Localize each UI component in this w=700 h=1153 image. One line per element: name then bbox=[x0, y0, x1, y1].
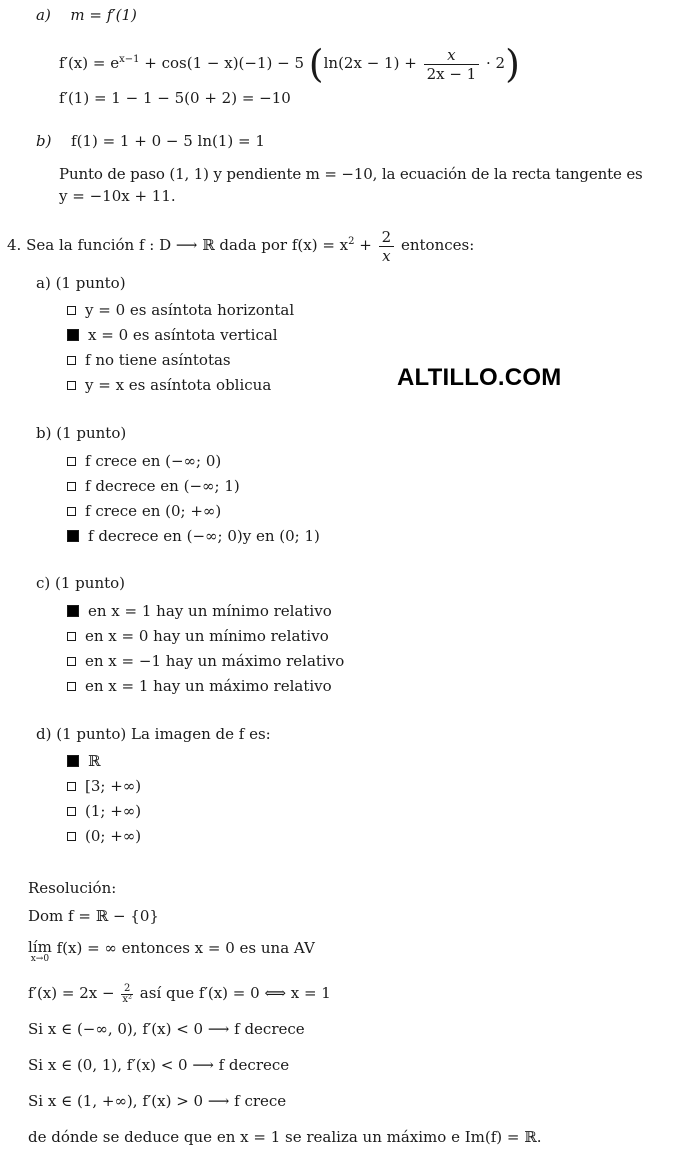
option-item[interactable] bbox=[67, 751, 100, 771]
empty-box-icon[interactable] bbox=[67, 832, 76, 841]
watermark: ALTILLO.COM bbox=[397, 364, 562, 391]
tangent-text-2: y = −10x + 11. bbox=[59, 187, 176, 205]
part-b-line bbox=[36, 131, 265, 151]
checked-box-icon[interactable] bbox=[67, 605, 79, 617]
question-d-header: d) (1 punto) La imagen de f es: bbox=[36, 725, 271, 743]
option-label: y = x es asíntota oblicua bbox=[85, 376, 272, 394]
option-item[interactable] bbox=[67, 826, 141, 846]
deriv-inner-right: · 2 bbox=[486, 54, 506, 72]
option-label: y = 0 es asíntota horizontal bbox=[85, 301, 295, 319]
tangent-text-1: Punto de paso (1, 1) y pendiente m = −10, la ecuación de la recta tangente es bbox=[59, 165, 643, 183]
empty-box-icon[interactable] bbox=[67, 632, 76, 641]
option-label: (1; +∞) bbox=[85, 802, 142, 820]
resolution-case-2: Si x ∈ (0, 1), f′(x) < 0 ⟶ f decrece bbox=[28, 1056, 290, 1074]
empty-box-icon[interactable] bbox=[67, 457, 76, 466]
option-item[interactable] bbox=[67, 776, 141, 796]
option-label: f crece en (−∞; 0) bbox=[85, 452, 222, 470]
option-label: x = 0 es asíntota vertical bbox=[88, 326, 278, 344]
question-b-header: b) (1 punto) bbox=[36, 424, 127, 442]
part-b-label: b) bbox=[36, 132, 52, 150]
option-item[interactable] bbox=[67, 626, 329, 646]
intro-right: entonces: bbox=[400, 236, 475, 254]
part-a-line bbox=[36, 5, 137, 25]
checked-box-icon[interactable] bbox=[67, 329, 79, 341]
empty-box-icon[interactable] bbox=[67, 657, 76, 666]
empty-box-icon[interactable] bbox=[67, 381, 76, 390]
option-item[interactable] bbox=[67, 451, 221, 471]
option-label: ℝ bbox=[88, 752, 101, 770]
option-item[interactable] bbox=[67, 325, 278, 345]
question-c-header: c) (1 punto) bbox=[36, 574, 126, 592]
intro-frac-num: 2 bbox=[379, 228, 395, 247]
left-paren: ( bbox=[308, 42, 324, 86]
res-deriv-right: así que f′(x) = 0 ⟺ x = 1 bbox=[139, 984, 331, 1002]
part-b-eq: f(1) = 1 + 0 − 5 ln(1) = 1 bbox=[71, 132, 265, 150]
deriv-frac-num: x bbox=[424, 46, 480, 65]
option-item[interactable] bbox=[67, 476, 240, 496]
option-item[interactable] bbox=[67, 651, 344, 671]
derivative-eval: f′(1) = 1 − 1 − 5(0 + 2) = −10 bbox=[59, 89, 291, 107]
option-item[interactable] bbox=[67, 676, 332, 696]
empty-box-icon[interactable] bbox=[67, 782, 76, 791]
res-deriv-fraction bbox=[121, 984, 133, 1005]
intro-fraction bbox=[379, 228, 395, 265]
res-deriv-left: f′(x) = 2x − bbox=[28, 984, 115, 1002]
option-label: f decrece en (−∞; 0)y en (0; 1) bbox=[88, 527, 320, 545]
intro-left: 4. Sea la función f : D ⟶ ℝ dada por f(x) = x bbox=[7, 236, 349, 254]
res-frac-den: x² bbox=[122, 993, 133, 1005]
checked-box-icon[interactable] bbox=[67, 530, 79, 542]
resolution-conclusion: de dónde se deduce que en x = 1 se realiza un máximo e Im(f) = ℝ. bbox=[28, 1128, 542, 1146]
limit-rest: f(x) = ∞ entonces x = 0 es una AV bbox=[51, 939, 315, 957]
option-item[interactable] bbox=[67, 801, 141, 821]
derivative-formula bbox=[59, 40, 520, 86]
resolution-title: Resolución: bbox=[28, 879, 117, 897]
intro-sup: 2 bbox=[348, 236, 355, 247]
option-item[interactable] bbox=[67, 375, 271, 395]
res-frac-num: 2 bbox=[121, 984, 133, 995]
checked-box-icon[interactable] bbox=[67, 755, 79, 767]
option-label: f decrece en (−∞; 1) bbox=[85, 477, 240, 495]
resolution-case-3: Si x ∈ (1, +∞), f′(x) > 0 ⟶ f crece bbox=[28, 1092, 287, 1110]
option-label: en x = 1 hay un mínimo relativo bbox=[88, 602, 332, 620]
option-label: f no tiene asíntotas bbox=[85, 351, 231, 369]
empty-box-icon[interactable] bbox=[67, 682, 76, 691]
deriv-inner-left: ln(2x − 1) + bbox=[323, 54, 417, 72]
right-paren: ) bbox=[505, 42, 520, 86]
question-a-header: a) (1 punto) bbox=[36, 274, 126, 292]
empty-box-icon[interactable] bbox=[67, 306, 76, 315]
option-item[interactable] bbox=[67, 501, 221, 521]
limit-operator bbox=[28, 940, 52, 964]
resolution-domain: Dom f = ℝ − {0} bbox=[28, 907, 159, 925]
resolution-case-1: Si x ∈ (−∞, 0), f′(x) < 0 ⟶ f decrece bbox=[28, 1020, 305, 1038]
option-label: en x = 1 hay un máximo relativo bbox=[85, 677, 332, 695]
option-label: en x = −1 hay un máximo relativo bbox=[85, 652, 345, 670]
deriv-lhs: f′(x) = e bbox=[59, 54, 120, 72]
empty-box-icon[interactable] bbox=[67, 482, 76, 491]
empty-box-icon[interactable] bbox=[67, 807, 76, 816]
resolution-limit bbox=[28, 940, 315, 964]
option-item[interactable] bbox=[67, 526, 320, 546]
deriv-exp: x−1 bbox=[119, 54, 140, 65]
empty-box-icon[interactable] bbox=[67, 356, 76, 365]
option-label: [3; +∞) bbox=[85, 777, 142, 795]
option-item[interactable] bbox=[67, 601, 332, 621]
deriv-fraction bbox=[424, 46, 480, 83]
option-label: en x = 0 hay un mínimo relativo bbox=[85, 627, 329, 645]
problem-4-intro bbox=[7, 222, 474, 265]
resolution-derivative bbox=[28, 983, 331, 1005]
limit-word: lím bbox=[28, 938, 52, 956]
intro-frac-den: x bbox=[382, 246, 391, 265]
option-item[interactable] bbox=[67, 350, 231, 370]
part-a-eq: m = f′(1) bbox=[70, 6, 137, 24]
part-a-label: a) bbox=[36, 6, 51, 24]
option-label: f crece en (0; +∞) bbox=[85, 502, 222, 520]
intro-plus: + bbox=[354, 236, 372, 254]
deriv-frac-den: 2x − 1 bbox=[426, 64, 477, 83]
empty-box-icon[interactable] bbox=[67, 507, 76, 516]
option-item[interactable] bbox=[67, 300, 294, 320]
limit-sub: x→0 bbox=[30, 954, 50, 964]
option-label: (0; +∞) bbox=[85, 827, 142, 845]
deriv-mid: + cos(1 − x)(−1) − 5 bbox=[139, 54, 305, 72]
